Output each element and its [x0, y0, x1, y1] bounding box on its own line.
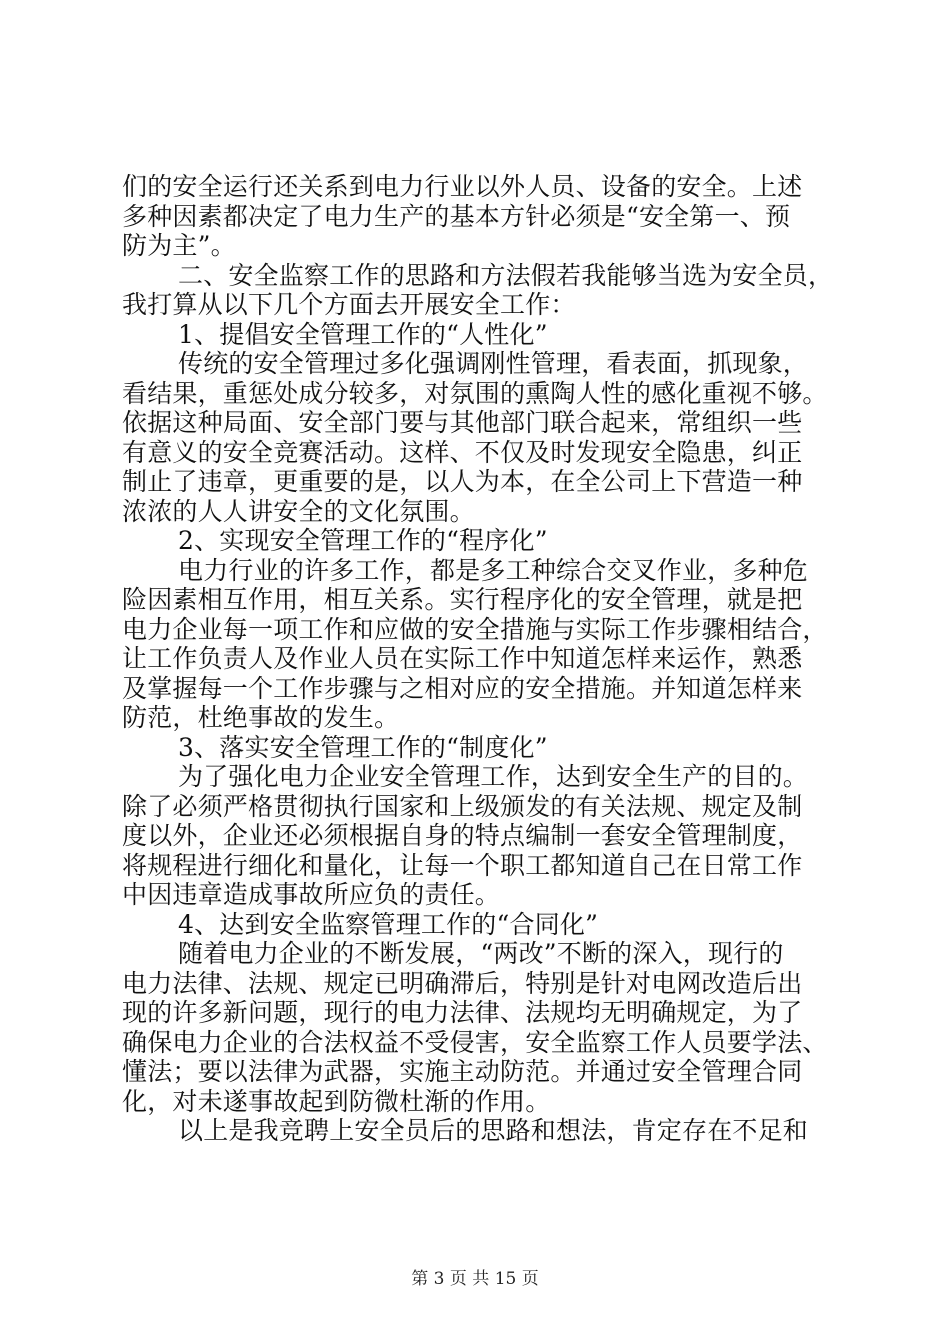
- text-line: 浓浓的人人讲安全的文化氛围。: [122, 496, 475, 526]
- text-line: 以上是我竞聘上安全员后的思路和想法，肯定存在不足和: [178, 1116, 809, 1145]
- text-line: 二、安全监察工作的思路和方法假若我能够当选为安全员，: [178, 260, 834, 290]
- text-line: 险因素相互作用，相互关系。实行程序化的安全管理，就是把: [122, 585, 803, 614]
- text-line: 中因违章造成事故所应负的责任。: [122, 880, 501, 909]
- text-line: 除了必须严格贯彻执行国家和上级颁发的有关法规、规定及制: [122, 791, 803, 821]
- text-line: 为了强化电力企业安全管理工作，达到安全生产的目的。: [178, 762, 809, 791]
- page-number-footer: 第 3 页 共 15 页: [411, 1269, 539, 1289]
- document-body: [122, 172, 842, 1146]
- text-line: 防为主”。: [122, 231, 236, 260]
- text-line: 2、实现安全管理工作的“程序化”: [178, 526, 548, 555]
- text-line: 4、达到安全监察管理工作的“合同化”: [178, 909, 599, 939]
- text-line: 看结果，重惩处成分较多，对氛围的熏陶人性的感化重视不够。: [122, 378, 828, 408]
- text-line: 及掌握每一个工作步骤与之相对应的安全措施。并知道怎样来: [122, 673, 803, 703]
- text-line: 懂法；要以法律为武器，实施主动防范。并通过安全管理合同: [122, 1057, 803, 1086]
- text-line: 度以外，企业还必须根据自身的特点编制一套安全管理制度，: [122, 821, 803, 850]
- text-line: 们的安全运行还关系到电力行业以外人员、设备的安全。上述: [122, 172, 803, 201]
- text-line: 制止了违章，更重要的是，以人为本，在全公司上下营造一种: [122, 467, 803, 496]
- text-line: 电力法律、法规、规定已明确滞后，特别是针对电网改造后出: [122, 968, 803, 998]
- text-line: 电力企业每一项工作和应做的安全措施与实际工作步骤相结合，: [122, 614, 828, 644]
- text-line: 现的许多新问题，现行的电力法律、法规均无明确规定，为了: [122, 998, 803, 1027]
- text-line: 传统的安全管理过多化强调刚性管理，看表面，抓现象，: [178, 349, 809, 378]
- text-line: 1、提倡安全管理工作的“人性化”: [178, 319, 548, 349]
- text-line: 多种因素都决定了电力生产的基本方针必须是“安全第一、预: [122, 201, 791, 231]
- text-line: 3、落实安全管理工作的“制度化”: [178, 732, 548, 762]
- text-line: 我打算从以下几个方面去开展安全工作：: [122, 290, 576, 319]
- text-line: 随着电力企业的不断发展，“两改”不断的深入，现行的: [178, 939, 784, 968]
- text-line: 依据这种局面、安全部门要与其他部门联合起来，常组织一些: [122, 408, 803, 437]
- text-line: 让工作负责人及作业人员在实际工作中知道怎样来运作，熟悉: [122, 644, 803, 673]
- text-line: 防范，杜绝事故的发生。: [122, 703, 400, 732]
- text-line: 将规程进行细化和量化，让每一个职工都知道自己在日常工作: [122, 850, 803, 880]
- text-line: 电力行业的许多工作，都是多工种综合交叉作业，多种危: [178, 555, 809, 585]
- text-line: 有意义的安全竞赛活动。这样、不仅及时发现安全隐患，纠正: [122, 437, 803, 467]
- text-line: 化，对未遂事故起到防微杜渐的作用。: [122, 1086, 551, 1116]
- text-line: 确保电力企业的合法权益不受侵害，安全监察工作人员要学法、: [122, 1027, 828, 1057]
